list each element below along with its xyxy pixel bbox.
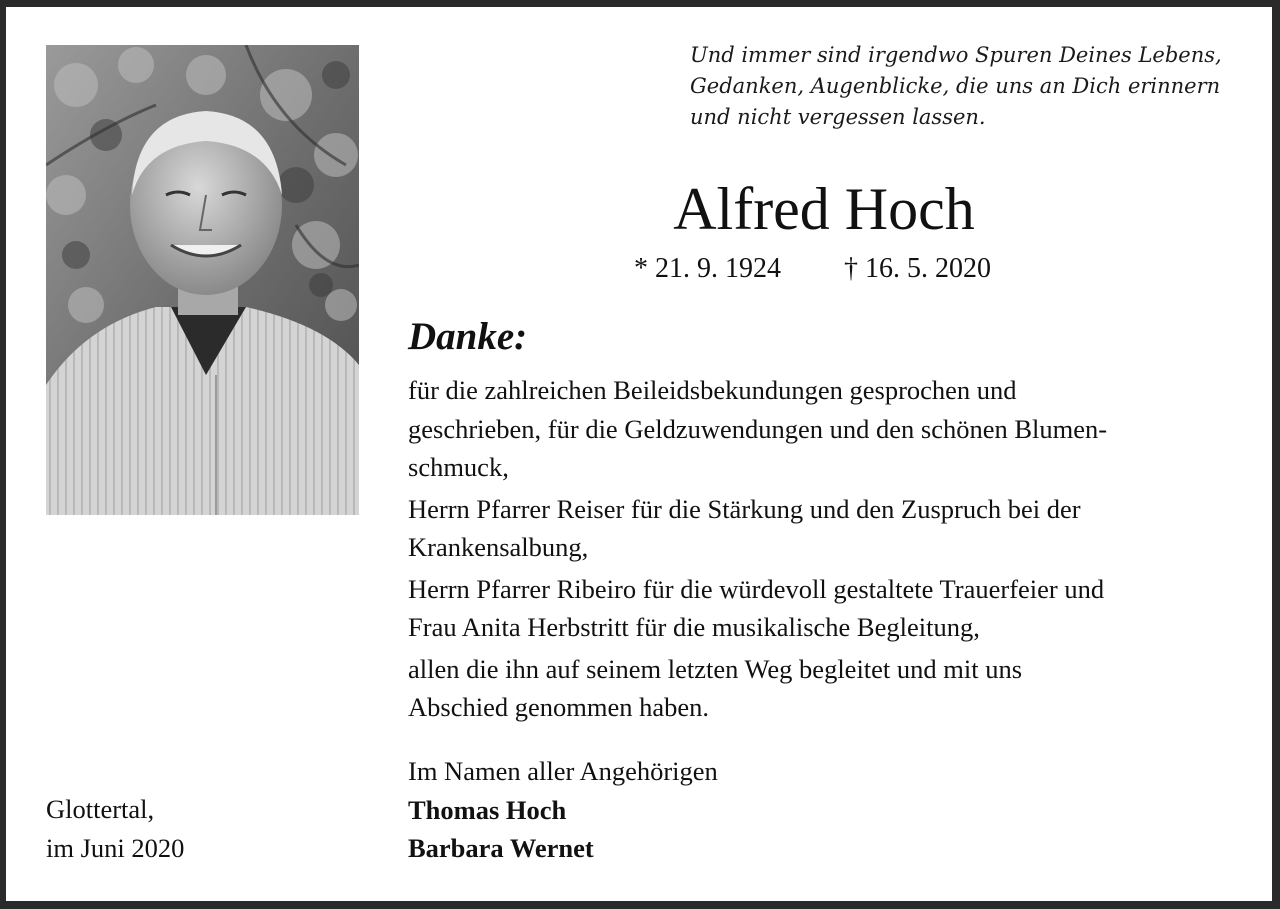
- thanks-heading: Danke:: [408, 315, 528, 358]
- thanks-paragraph: [408, 570, 1258, 647]
- text-line: für die zahlreichen Beileidsbekundungen gesprochen und: [408, 375, 1017, 405]
- deceased-name: Alfred Hoch: [673, 176, 975, 242]
- motto-line: und nicht vergessen lassen.: [690, 105, 986, 129]
- text-line: Krankensalbung,: [408, 532, 589, 562]
- motto-line: Und immer sind irgendwo Spuren Deines Lebens,: [690, 43, 1222, 67]
- portrait-image: [46, 45, 359, 515]
- text-line: Herrn Pfarrer Reiser für die Stärkung und den Zuspruch bei der: [408, 493, 1081, 524]
- text-line: geschrieben, für die Geldzuwendungen und den schönen Blumen-: [408, 413, 1108, 444]
- text-line: allen die ihn auf seinem letzten Weg begleitet und mit uns: [408, 653, 1023, 684]
- place-date: [46, 790, 184, 867]
- thanks-paragraph: [408, 650, 1258, 727]
- death-date: † 16. 5. 2020: [844, 253, 991, 284]
- signature-intro: Im Namen aller Angehörigen: [408, 756, 718, 786]
- place-town: Glottertal,: [46, 794, 155, 824]
- obituary-card: [6, 7, 1272, 901]
- text-line: schmuck,: [408, 452, 509, 482]
- text-line: Frau Anita Herbstritt für die musikalische Begleitung,: [408, 612, 980, 642]
- text-line: Abschied genommen haben.: [408, 692, 709, 722]
- text-line: Herrn Pfarrer Ribeiro für die würdevoll gestaltete Trauerfeier und: [408, 573, 1105, 604]
- motto-line: Gedanken, Augenblicke, die uns an Dich erinnern: [690, 74, 1221, 98]
- thanks-text: [408, 371, 1258, 727]
- signatory-name: Thomas Hoch: [408, 794, 567, 825]
- thanks-paragraph: [408, 371, 1258, 487]
- birth-date: * 21. 9. 1924: [634, 253, 781, 284]
- thanks-paragraph: [408, 490, 1258, 567]
- life-dates: [634, 252, 991, 286]
- place-month: im Juni 2020: [46, 832, 185, 863]
- motto-quote: [690, 40, 1260, 133]
- signatory-name: Barbara Wernet: [408, 833, 594, 863]
- signature-block: [408, 752, 718, 868]
- portrait-photo: [46, 45, 359, 515]
